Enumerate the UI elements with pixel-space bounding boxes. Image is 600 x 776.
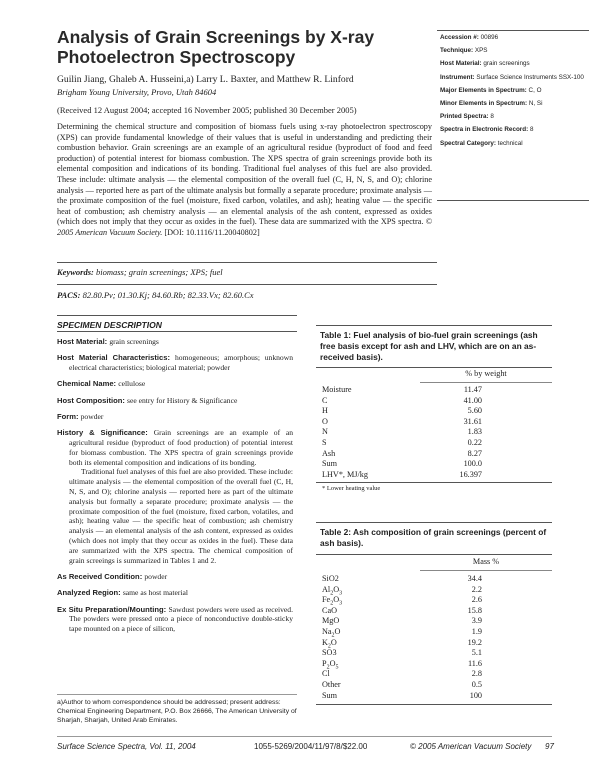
- footer-copyright: © 2005 American Vacuum Society: [410, 742, 532, 751]
- metadata-panel: [440, 34, 590, 153]
- metadata-value: 8: [529, 126, 534, 134]
- table2-row-label: MgO: [322, 616, 340, 626]
- specimen-entry: [57, 396, 293, 406]
- specimen-value: same as host material: [122, 588, 188, 598]
- table2-top-rule: [316, 522, 552, 523]
- metadata-value: N, Si: [528, 99, 543, 107]
- meta-bottom-rule: [437, 200, 589, 201]
- divider: [57, 262, 437, 263]
- metadata-key: Technique:: [440, 47, 475, 55]
- specimen-label: Chemical Name:: [57, 379, 119, 389]
- metadata-key: Major Elements in Spectrum:: [440, 86, 529, 94]
- table2-row-value: 11.6: [467, 658, 482, 668]
- specimen-label: Host Composition:: [57, 395, 128, 405]
- table1-top-rule: [316, 325, 552, 326]
- metadata-row: [440, 126, 590, 134]
- table1-row-label: LHV*, MJ/kg: [322, 469, 368, 479]
- footer-code: 1055-5269/2004/11/97/8/$22.00: [254, 742, 368, 751]
- table2-caption: Table 2: Ash composition of grain screenings (percent of ash basis).: [320, 527, 547, 548]
- table1-row-value: 31.61: [463, 416, 482, 426]
- table2-row-value: 1.9: [471, 626, 482, 636]
- table2-row-label: SiO2: [322, 574, 339, 583]
- table1-row: [322, 427, 552, 438]
- divider: [57, 315, 297, 316]
- received-dates: (Received 12 August 2004; accepted 16 November 2005; published 30 December 2005): [57, 105, 357, 115]
- table1-caption: Table 1: Fuel analysis of bio-fuel grain screenings (ash free basis except for ash and LHV, which are on an as-received basis).: [320, 330, 538, 362]
- table2-row-value: 15.8: [467, 605, 482, 615]
- table1-row-value: 5.60: [467, 406, 482, 416]
- metadata-row: [440, 60, 590, 68]
- footer-rule: [57, 736, 552, 737]
- table2-row: [322, 585, 552, 596]
- table2-row: [322, 691, 552, 702]
- table1-row-label: O: [322, 416, 328, 426]
- table2-row-value: 2.6: [471, 595, 482, 605]
- specimen-value: see entry for History & Significance: [127, 395, 238, 405]
- specimen-label: Form:: [57, 411, 81, 421]
- specimen-label: Analyzed Region:: [57, 588, 123, 598]
- table2-row-label: Other: [322, 679, 341, 689]
- table1-row-label: Moisture: [322, 385, 352, 394]
- table1-bottom-rule: [316, 482, 552, 483]
- table1-row-label: Sum: [322, 459, 338, 469]
- table2-column-header: Mass %: [472, 557, 500, 566]
- table1-row: [322, 406, 552, 417]
- table2-caption-rule: [316, 554, 552, 555]
- table2-row-value: 19.2: [467, 637, 482, 647]
- specimen-label: Ex Situ Preparation/Mounting:: [57, 604, 169, 614]
- table2-row-label: $P_2O_5$: [322, 658, 339, 671]
- keywords-list: biomass; grain screenings; XPS; fuel: [95, 267, 223, 277]
- specimen-value: powder: [144, 571, 168, 581]
- history-paragraph: Traditional fuel analyses of this fuel are also provided. These include: ultimate analysis — the elemental composition of the overall fuel (C, H, N, S, and O); chlorine analysis — reported here as part of the ultimate analysis but formally a separate procedure; proximate analysis — the proximate composition of the fuel (moisture, fixed carbon, volatiles, and ash); heating value — the specific heat of combustion; ash chemistry analysis — an elemental analysis of the ash content, expressed as oxides (which does not imply that they occur as oxides in the fuel). These data are summarized with the XPS spectra. The chemical composition of grain screeings is summarized in Tables 1 and 2.: [69, 467, 293, 565]
- abstract-copyright: © 2005 American Vacuum Society.: [57, 217, 433, 237]
- table2-row-label: $Fe_2O_3$: [322, 595, 343, 607]
- table2-row: [322, 638, 552, 649]
- table1-row-value: 1.83: [467, 427, 482, 437]
- table2-row: [322, 627, 552, 638]
- divider: [57, 284, 437, 285]
- table1-row-label: Ash: [322, 448, 336, 458]
- table2-row-value: 5.1: [471, 648, 482, 658]
- meta-top-rule: [437, 30, 589, 31]
- footer-journal: Surface Science Spectra, Vol. 11, 2004: [57, 742, 196, 751]
- table2-body: [322, 574, 552, 701]
- metadata-key: Accession #:: [440, 34, 481, 41]
- specimen-entry: [57, 353, 293, 373]
- metadata-value: XPS: [474, 47, 488, 55]
- specimen-value: powder: [80, 411, 104, 421]
- table1-row-value: 16.397: [459, 469, 482, 479]
- table1-row: [322, 417, 552, 428]
- table1-row: [322, 459, 552, 470]
- table2-row: [322, 606, 552, 617]
- metadata-row: [440, 140, 590, 148]
- table1-body: [322, 385, 552, 480]
- table2-row-label: SO3: [322, 648, 337, 658]
- specimen-entry: [57, 337, 293, 347]
- table1-column-header: % by weight: [465, 369, 507, 378]
- metadata-value: 8: [490, 113, 494, 121]
- table2-row-label: $Na_2O$: [322, 626, 341, 639]
- doi[interactable]: [DOI: 10.1116/11.20040802]: [164, 227, 260, 237]
- table1-row: [322, 385, 552, 396]
- table2-bottom-rule: [316, 704, 552, 705]
- table2-row: [322, 595, 552, 606]
- table2-row-value: 34.4: [467, 574, 482, 583]
- specimen-entry: [57, 588, 293, 598]
- table1-row-value: 0.22: [467, 437, 482, 447]
- footnote-rule: [57, 694, 297, 695]
- table2-row: [322, 669, 552, 680]
- table2-row-value: 2.8: [471, 669, 482, 679]
- table1-caption-rule: [316, 367, 552, 368]
- specimen-label: As Received Condition:: [57, 571, 145, 581]
- metadata-key: Spectral Category:: [440, 139, 498, 147]
- table1-row: [322, 396, 552, 407]
- table1-row: [322, 449, 552, 460]
- metadata-key: Minor Elements in Spectrum:: [440, 99, 529, 107]
- table1-row-value: 41.00: [463, 395, 482, 405]
- metadata-row: [440, 113, 590, 121]
- table1-row-label: H: [322, 406, 328, 416]
- table2-row: [322, 648, 552, 659]
- specimen-label: Host Material:: [57, 337, 110, 346]
- table1-row-value: 11.47: [463, 385, 482, 394]
- table2-row-label: CaO: [322, 605, 338, 615]
- metadata-value: 00896: [480, 34, 499, 41]
- paper-title: Analysis of Grain Screenings by X-ray Photoelectron Spectroscopy: [57, 27, 375, 67]
- footnote: a)Author to whom correspondence should be addressed; present address: Chemical Engineering Department, P.O. Box 26666, The American University of Sharjah, Sharjah, United Arab Emirates.: [57, 699, 297, 724]
- table1-row-label: S: [322, 437, 327, 447]
- table2-row: [322, 680, 552, 691]
- specimen-value: grain screenings: [109, 337, 159, 346]
- metadata-row: [440, 34, 590, 42]
- specimen-entry: [57, 412, 293, 422]
- metadata-value: technical: [497, 139, 523, 147]
- table2-row-label: Cl: [322, 669, 330, 679]
- metadata-key: Spectra in Electronic Record:: [440, 126, 530, 134]
- footer-page-number: 97: [545, 742, 554, 751]
- keywords: [57, 267, 223, 277]
- table2-header-rule: [420, 570, 552, 571]
- table1-row: [322, 438, 552, 449]
- table1-row-value: 8.27: [467, 448, 482, 458]
- table2-row-value: 3.9: [471, 616, 482, 626]
- specimen-entry: [57, 572, 293, 582]
- specimen-entry: [57, 605, 293, 634]
- specimen-description: [57, 337, 293, 640]
- table2-row-value: 0.5: [471, 679, 482, 689]
- table2-row: [322, 616, 552, 627]
- affiliation: Brigham Young University, Provo, Utah 84604: [57, 87, 217, 97]
- specimen-entry: [57, 379, 293, 389]
- table1-header-rule: [420, 382, 552, 383]
- metadata-value: C, O: [528, 86, 542, 94]
- table2-row: [322, 574, 552, 585]
- metadata-row: [440, 100, 590, 108]
- specimen-entry: [57, 428, 293, 467]
- table1-row: [322, 470, 552, 481]
- specimen-value: Sawdust powders were used as received. The powders were pressed onto a piece of nonconductive double-sticky tape mounted on a piece of silicon,: [69, 604, 293, 634]
- metadata-row: [440, 47, 590, 55]
- table2-row-label: $Al_2O_3$: [322, 584, 343, 597]
- table2-row-label: Sum: [322, 690, 338, 700]
- specimen-label: Host Material Characteristics:: [57, 353, 175, 363]
- table2-row-value: 2.2: [471, 584, 482, 594]
- pacs: [57, 290, 254, 300]
- pacs-list: 82.80.Pv; 01.30.Kj; 84.60.Rb; 82.33.Vx; 82.60.Cx: [82, 290, 254, 300]
- metadata-key: Printed Spectra:: [440, 113, 491, 121]
- table2-row: [322, 659, 552, 670]
- abstract-text: Determining the chemical structure and composition of biomass fuels using x-ray photoelectron spectroscopy (XPS) can provide fundamental knowledge of their values that is useful in understanding and predicting their combustion behavior. Grain screenings are an example of an agricultural residue (byproduct of food and feed production) of potential interest for biomass combustion. The XPS spectra of grain screenings provide both its elemental composition and indications of its bonding. Traditional fuel analyses of this fuel are also provided. These include: ultimate analysis — the elemental composition of the overall fuel (C, H, N, S, and O); chlorine analysis — reported here as part of the ultimate analysis but formally a separate procedure; proximate analysis — the proximate composition of the fuel (moisture, fixed carbon, volatiles, and ash); heating value — the specific heat of combustion; ash chemistry analysis — an elemental analysis of the ash content, expressed as oxides (which does not imply that they occur as oxides in the fuel). These data are summarized with the XPS spectra.: [57, 122, 432, 227]
- table1-row-label: C: [322, 395, 328, 405]
- specimen-label: History & Significance:: [57, 428, 154, 438]
- authors: Guilin Jiang, Ghaleb A. Husseini,a) Larry L. Baxter, and Matthew R. Linford: [57, 74, 354, 85]
- pacs-label: PACS:: [57, 290, 81, 300]
- specimen-value: Grain screenings are an example of an agricultural residue (byproduct of food production) of potential interest for biomass combustion. The XPS spectra of grain screenings provide both its elemental composition and indications of its bonding.: [69, 428, 293, 467]
- divider: [57, 331, 297, 332]
- metadata-value: Surface Science Instruments SSX-100: [476, 73, 584, 81]
- metadata-key: Instrument:: [440, 73, 477, 81]
- table1-note: * Lower heating value: [322, 485, 381, 492]
- table2-row-label: $K_2O$: [322, 637, 337, 650]
- metadata-row: [440, 87, 590, 95]
- table1-row-label: N: [322, 427, 328, 437]
- metadata-value: grain screenings: [483, 60, 530, 68]
- metadata-key: Host Material:: [440, 60, 484, 68]
- specimen-value: cellulose: [118, 379, 146, 389]
- specimen-heading: SPECIMEN DESCRIPTION: [57, 320, 162, 330]
- specimen-value: homogeneous; amorphous; unknown electrical characteristics; biological material; powder: [69, 353, 293, 373]
- table2-row-value: 100: [469, 690, 482, 700]
- abstract: [57, 122, 432, 239]
- metadata-row: [440, 74, 590, 82]
- keywords-label: Keywords:: [57, 267, 94, 277]
- table1-row-value: 100.0: [463, 459, 482, 469]
